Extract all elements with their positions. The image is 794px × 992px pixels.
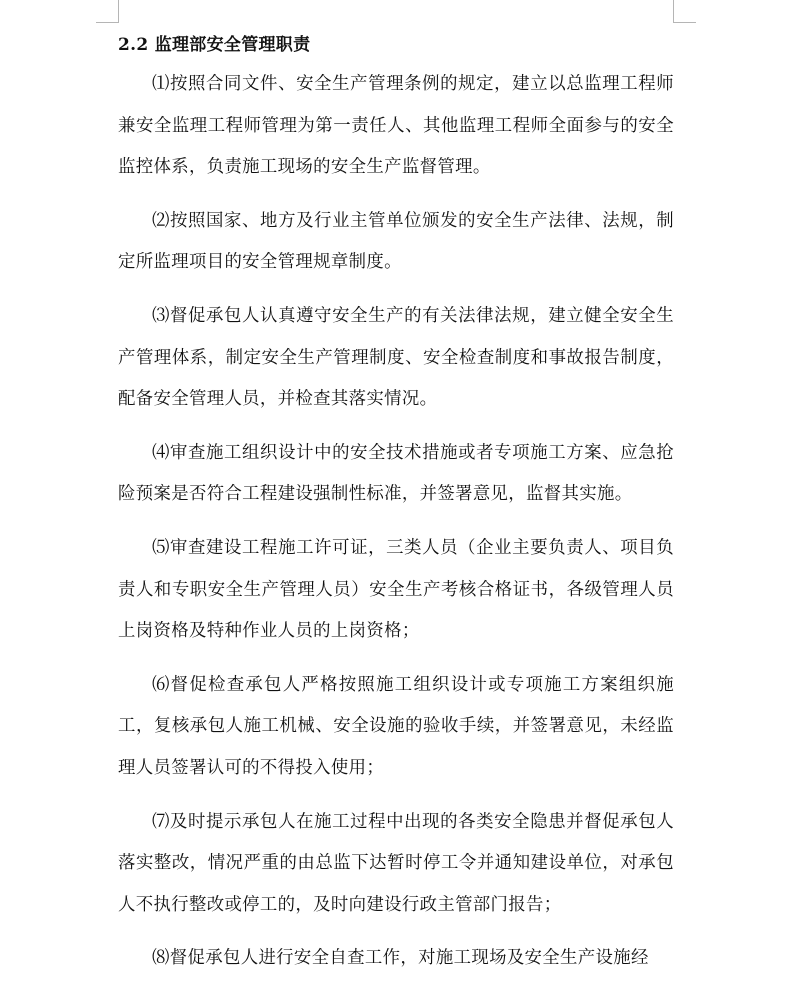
paragraph-1: ⑴按照合同文件、安全生产管理条例的规定，建立以总监理工程师兼安全监理工程师管理为第一责任人、其他监理工程师全面参与的安全监控体系，负责施工现场的安全生产监督管理。 bbox=[118, 74, 674, 178]
crop-mark-top-left bbox=[96, 0, 119, 23]
crop-mark-top-right bbox=[673, 0, 696, 23]
paragraph-7: ⑺及时提示承包人在施工过程中出现的各类安全隐患并督促承包人落实整改，情况严重的由总监下达暂时停工令并通知建设单位，对承包人不执行整改或停工的，及时向建设行政主管部门报告； bbox=[118, 811, 674, 915]
paragraph-2: ⑵按照国家、地方及行业主管单位颁发的安全生产法律、法规，制定所监理项目的安全管理规章制度。 bbox=[118, 210, 674, 273]
paragraph-3: ⑶督促承包人认真遵守安全生产的有关法律法规，建立健全安全生产管理体系，制定安全生产管理制度、安全检查制度和事故报告制度，配备安全管理人员，并检查其落实情况。 bbox=[118, 305, 674, 410]
paragraph-4: ⑷审查施工组织设计中的安全技术措施或者专项施工方案、应急抢险预案是否符合工程建设强制性标准，并签署意见，监督其实施。 bbox=[118, 442, 674, 505]
document-body bbox=[118, 28, 674, 992]
section-heading: 2.2 监理部安全管理职责 bbox=[118, 35, 311, 55]
paragraph-6: ⑹督促检查承包人严格按照施工组织设计或专项施工方案组织施工，复核承包人施工机械、安全设施的验收手续，并签署意见，未经监理人员签署认可的不得投入使用； bbox=[118, 674, 674, 778]
paragraph-8: ⑻督促承包人进行安全自查工作，对施工现场及安全生产设施经 bbox=[152, 948, 649, 969]
paragraph-5: ⑸审查建设工程施工许可证，三类人员（企业主要负责人、项目负责人和专职安全生产管理人员）安全生产考核合格证书，各级管理人员上岗资格及特种作业人员的上岗资格； bbox=[118, 537, 674, 642]
